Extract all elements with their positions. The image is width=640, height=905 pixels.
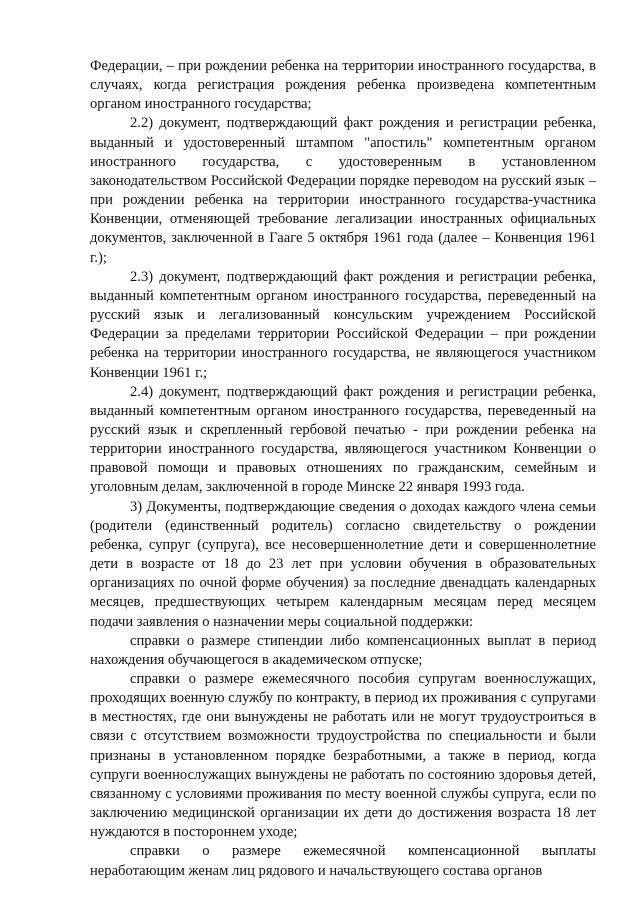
document-page bbox=[90, 57, 596, 881]
paragraph-2-2: 2.2) документ, подтверждающий факт рождения и регистрации ребенка, выданный и удостоверенный штампом "апостиль" компетентным органом иностранного государства, с удостоверенным в установленном законодательством Российской Федерации порядке переводом на русский язык – при рождении ребенка на территории иностранного государства-участника Конвенции, отменяющей требование легализации иностранных официальных документов, заключенной в Гааге 5 октября 1961 года (далее – Конвенция 1961 г.); bbox=[90, 115, 596, 266]
paragraph-continuation: Федерации, – при рождении ребенка на территории иностранного государства, в случаях, когда регистрация рождения ребенка произведена компетентным органом иностранного государства; bbox=[90, 58, 596, 113]
paragraph-stipend-certificates: справки о размере стипендии либо компенсационных выплат в период нахождения обучающегося в академическом отпуске; bbox=[90, 632, 596, 668]
paragraph-2-4: 2.4) документ, подтверждающий факт рождения и регистрации ребенка, выданный компетентным органом иностранного государства, переведенный на русский язык и скрепленный гербовой печатью - при рождении ребенка на территории иностранного государства, являющегося участником Конвенции о правовой помощи и правовых отношениях по гражданским, семейным и уголовным делам, заключенной в городе Минске 22 января 1993 года. bbox=[90, 383, 596, 496]
paragraph-2-3: 2.3) документ, подтверждающий факт рождения и регистрации ребенка, выданный компетентным органом иностранного государства, переведенный на русский язык и легализованный консульским учреждением Российской Федерации за пределами территории Российской Федерации – при рождении ребенка на территории иностранного государства, не являющегося участником Конвенции 1961 г.; bbox=[90, 268, 596, 381]
paragraph-compensation-certificates: справки о размере ежемесячной компенсационной выплаты неработающим женам лиц рядового и начальствующего состава органов bbox=[90, 843, 596, 879]
paragraph-spouse-allowance-certificates: справки о размере ежемесячного пособия супругам военнослужащих, проходящих военную службу по контракту, в период их проживания с супругами в местностях, где они вынуждены не работать или не могут трудоустроиться в связи с отсутствием возможности трудоустройства по специальности и были признаны в установленном порядке безработными, а также в период, когда супруги военнослужащих вынуждены не работать по состоянию здоровья детей, связанному с условиями проживания по месту военной службы супруга, если по заключению медицинской организации их дети до достижения возраста 18 лет нуждаются в постороннем уходе; bbox=[90, 671, 596, 841]
paragraph-3: 3) Документы, подтверждающие сведения о доходах каждого члена семьи (родители (единственный родитель) согласно свидетельству о рождении ребенка, супруг (супруга), все несовершеннолетние дети и совершеннолетние дети в возрасте от 18 до 23 лет при условии обучения в образовательных организациях по очной форме обучения) за последние двенадцать календарных месяцев, предшествующих четырем календарным месяцам перед месяцем подачи заявления о назначении меры социальной поддержки: bbox=[90, 498, 596, 630]
